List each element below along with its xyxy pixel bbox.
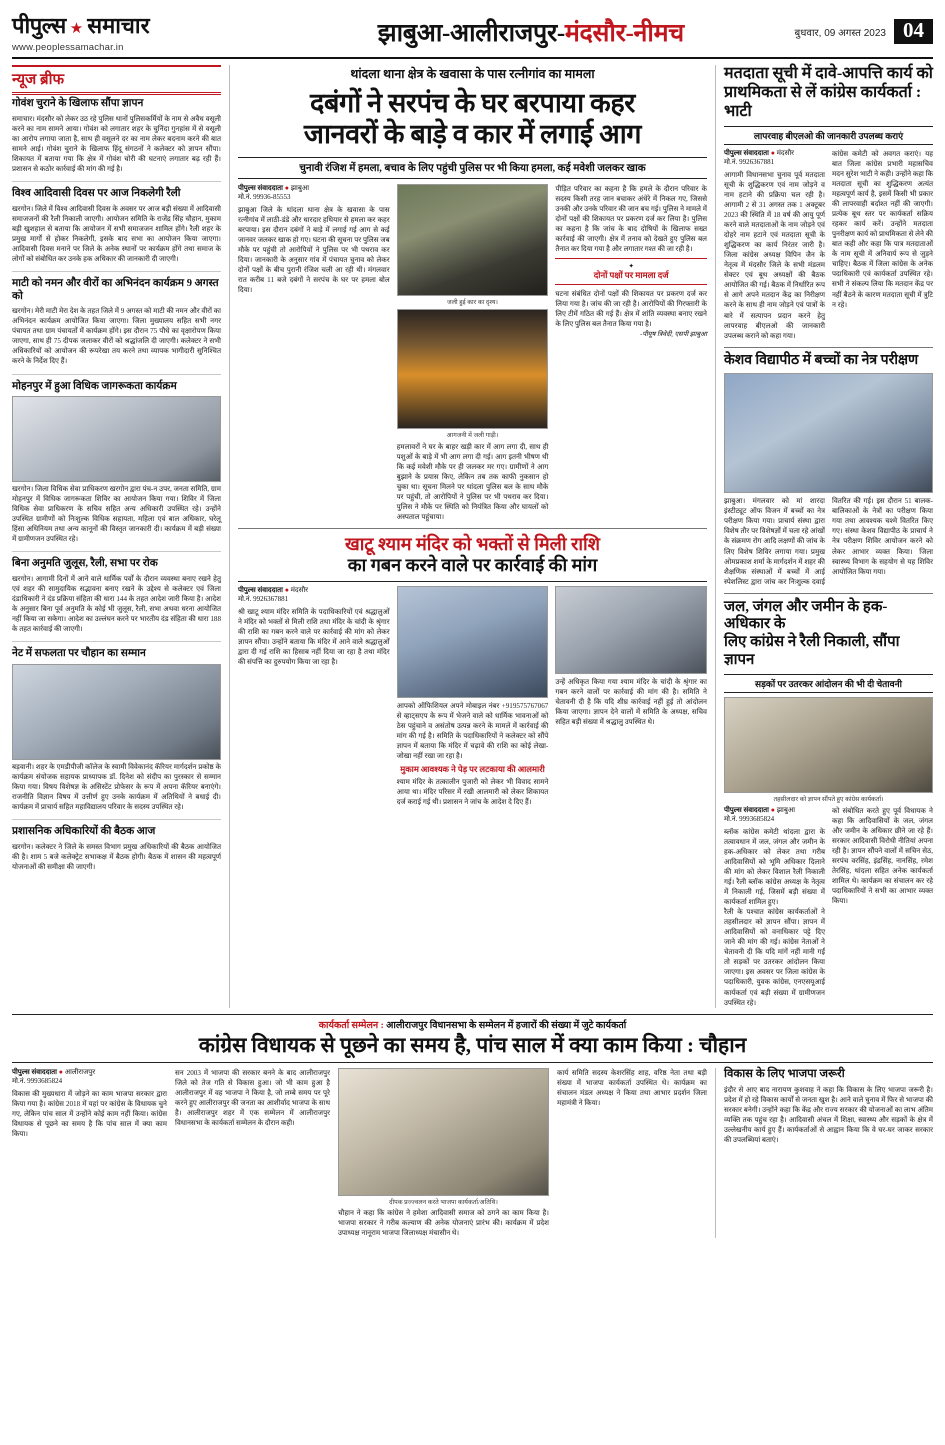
mid-body-1: श्री खाटू श्याम मंदिर समिति के पदाधिकारियों एवं श्रद्धालुओं ने मंदिर को भक्तों से मिली राशि तथा मंदिर के चांदी के श्रृंगार की राशि का गबन करने वाले पर कार्रवाई की मांग को लेकर ज्ञापन सौंपा। उन्होंने बताया कि मंदिर में आने वाले श्रद्धालुओं द्वारा दी गई राशि का हिसाब नहीं दिया जा रहा है तथा मंदिर की संपत्ति का दुरुपयोग किया जा रहा है। (238, 607, 390, 666)
mid-body-2: आपको ऑफिशियल अपने मोबाइल नंबर +919575767067 से व्हाट्सएप के रूप में भेजने वाले को धार्मिक भावनाओं को ठेस पहुंचाने व असंतोष उत्पन्न करने के मामले में कार्रवाई की मांग की गई है। समिति के पदाधिकारियों ने कलेक्टर को सौंपे ज्ञापन में बताया कि मंदिर में चढ़ावे की राशि का कोई लेखा-जोखा नहीं रखा जा रहा है। (396, 701, 549, 760)
divider (12, 374, 221, 375)
banner-side-headline[interactable]: विकास के लिए भाजपा जरूरी (724, 1067, 845, 1080)
main-col-2 (397, 184, 549, 523)
banner-kicker (12, 1014, 933, 1031)
byline-phone: मो.नं. 99936-85553 (238, 192, 291, 201)
brief-item (12, 558, 221, 634)
main-body-2: हमलावरों ने घर के बाहर खड़ी कार में आग लगा दी, साथ ही पशुओं के बाड़े में भी आग लगा दी गई। आग इतनी भीषण थी कि कई मवेशी मौके पर ही जलकर मर गए। ग्रामीणों ने आग बुझाने के प्रयास किए, लेकिन तब तक काफी नुकसान हो चुका था। सूचना मिलने पर थांदला पुलिस बल के साथ मौके पर पहुंची, तो आरोपियों ने पुलिस पर भी पथराव कर दिया। पुलिस ने मौके पर स्थिति को नियंत्रित किया और घायलों को अस्पताल पहुंचाया। (396, 442, 549, 522)
main-photo-2-caption: आगजनी में जली गाड़ी। (446, 431, 499, 439)
byline-phone: मो.नं. 9993685824 (12, 1076, 63, 1085)
rally-columns (724, 806, 933, 1008)
quote-text: घटना संबंधित दोनों पक्षों की शिकायत पर प्रकरण दर्ज कर लिया गया है। जांच की जा रही है। आरोपियों की गिरफ्तारी के लिए टीमें गठित की गई हैं। क्षेत्र में शांति व्यवस्था बनाए रखने के लिए पुलिस बल तैनात किया गया है। (555, 290, 707, 329)
mid-col-3 (555, 586, 707, 808)
mid-photo (397, 586, 549, 698)
divider (12, 641, 221, 642)
brief-headline[interactable]: नेट में सफलता पर चौहान का सम्मान (12, 648, 146, 660)
byline-place: झाबुआ (776, 805, 795, 814)
banner-kicker-prefix: कार्यकर्ता सम्मेलन : (318, 1020, 384, 1031)
banner-sidebar (715, 1068, 933, 1238)
byline (724, 149, 825, 158)
banner-col-2 (175, 1068, 330, 1238)
brief-body: खरगोन। आगामी दिनों में आने वाले धार्मिक पर्वों के दौरान व्यवस्था बनाए रखने हेतु एवं शहर की सामुदायिक सद्भावना बनाए रखने के उद्देश्य से कलेक्टर एवं जिला दंडाधिकारी ने दंड प्रक्रिया संहिता की धारा 144 के तहत आदेश जारी किया है। आदेश के अनुसार बिना पूर्व अनुमति के कोई भी जुलूस, रैली, सभा अथवा धरना आयोजित नहीं किया जा सकेगा। आदेश का उल्लंघन करने पर भारतीय दंड संहिता की धारा 188 के तहत कार्रवाई की जाएगी। (12, 575, 221, 634)
logo-name-hindi: समाचार (87, 13, 150, 38)
left-column (12, 65, 230, 1008)
mid-headline-line2[interactable]: का गबन करने वाले पर कार्रवाई की मांग (347, 555, 598, 576)
right-top-subhead: लापरवाह बीएलओ की जानकारी उपलब्ध कराएं (724, 126, 933, 145)
byline-phone: मो.नं. 9926367881 (238, 594, 289, 603)
byline-place: मंदसौर (776, 148, 795, 157)
mid-right-story (724, 593, 933, 1008)
publication-date: बुधवार, 09 अगस्त 2023 (794, 27, 886, 39)
article-photo (12, 664, 221, 760)
brief-item (12, 278, 221, 367)
main-photo-1 (397, 184, 549, 296)
rally-body-3: को संबोधित करते हुए पूर्व विधायक ने कहा कि आदिवासियों के जल, जंगल और जमीन के अधिकार छीने जा रहे हैं। सरकार आदिवासी विरोधी नीतियां अपना रही है। ज्ञापन सौंपने वालों में सचिन सेठ, सरपंच वरसिंह, इंद्रसिंह, नानसिंह, रमेश तेरसिंह, थांदला सहित अनेक कार्यकर्ता शामिल थे। कार्यक्रम का संचालन कर रहे पदाधिकारियों ने सभी का आभार व्यक्त किया। (832, 806, 933, 906)
edition-part-1: झाबुआ-आलीराजपुर- (377, 19, 565, 47)
brief-headline[interactable]: प्रशासनिक अधिकारियों की बैठक आज (12, 826, 156, 838)
rally-body-1: ब्लॉक कांग्रेस कमेटी थांदला द्वारा के तत्वावधान में जल, जंगल और जमीन के हक-अधिकार को लेकर तथा गरीब आदिवासियों को भूमि अधिकार दिलाने की मांग को लेकर विशाल रैली निकाली गई। रैली ब्लॉक कांग्रेस अध्यक्ष के नेतृत्व में निकाली गई, जिसमें बड़ी संख्या में कार्यकर्ता शामिल हुए। (724, 827, 825, 906)
article-photo (12, 396, 221, 482)
byline-place: झाबुआ (290, 183, 309, 192)
banner-body-4: कार्य समिति सदस्य केशरसिंह शाह, वरिष्ठ नेता तथा बड़ी संख्या में भाजपा कार्यकर्ता उपस्थित थे। कार्यक्रम का संचालन मंडल अध्यक्ष ने किया तथा आभार प्रदर्शन जिला महामंत्री ने किया। (557, 1068, 707, 1108)
brief-body: बड़वानी। शहर के एमडीपीजी कॉलेज के स्वामी विवेकानंद कॅरियर मार्गदर्शन प्रकोष्ठ के कार्यक्रम संयोजक सहायक प्राध्यापक डॉ. दिनेश को संदीप का पुरस्कार से सम्मान किया गया। विषय विशेषज्ञ के असिस्टेंट प्रोफेसर के रूप में अपना कॅरियर बनाएंगे। राजनीति विज्ञान विषय में उत्तीर्ण हुए उनके कार्यक्रम में अतिथियों ने बधाई दी। कार्यक्रम में प्राचार्य सहित महाविद्यालय परिवार के सदस्य उपस्थित रहे। (12, 763, 221, 812)
brief-body: खरगोन। जिला विधिक सेवा प्राधिकरण खरगोन द्वारा पंच-न उपर, जनता समिति, ग्राम मोहनपुर में विधिक जागरूकता शिविर का आयोजन किया गया। शिविर में जिला विधिक सेवा प्राधिकरण के सचिव सहित अन्य अधिकारी उपस्थित रहे। उन्होंने उपस्थित ग्रामीणों को निःशुल्क विधिक सहायता, महिला एवं बाल अधिकार, घरेलू हिंसा अधिनियम तथा अन्य कानूनों की विस्तृत जानकारी दी। कार्यक्रम में बड़ी संख्या में ग्रामीणजन उपस्थित रहे। (12, 485, 221, 544)
byline-label: पीपुल्स संवाददाता (724, 805, 769, 814)
right-top-body-2: कांग्रेस कमेटी को अवगत कराएं। यह बात जिला कांग्रेस प्रभारी महासचिव मदन सुरेश भाटी ने कही। उन्होंने कहा कि मतदाता सूची का शुद्धिकरण अत्यंत महत्वपूर्ण कार्य है, इसमें किसी भी प्रकार की लापरवाही बर्दाश्त नहीं की जाएगी। प्रत्येक बूथ स्तर पर कार्यकर्ता सक्रिय रहकर कार्य करें। उन्होंने मतदाता पुनरीक्षण कार्य को प्राथमिकता से लेने की बात कही और कहा कि पात्र मतदाताओं के नाम सूची में अनिवार्य रूप से जुड़ने चाहिए। बैठक में जिला कांग्रेस के अनेक पदाधिकारी एवं कार्यकर्ता उपस्थित रहे। सभी ने संकल्प लिया कि मतदान केंद्र पर नहीं बैठने के कारण मतदाता सूची में त्रुटि न रहे। (832, 149, 933, 309)
byline (724, 806, 825, 815)
brief-item (12, 98, 221, 174)
byline-label: पीपुल्स संवाददाता (12, 1067, 57, 1076)
bullet-icon: ● (770, 805, 775, 814)
byline-place: मंदसौर (290, 585, 309, 594)
eye-story-photo (724, 373, 933, 493)
main-subheadline: चुनावी रंजिश में हमला, बचाव के लिए पहुंची पुलिस पर भी किया हमला, कई मवेशी जलकर खाक (238, 157, 707, 179)
bottom-banner-story (12, 1014, 933, 1238)
rally-headline-line1[interactable]: जल, जंगल और जमीन के हक-अधिकार के (724, 598, 888, 633)
edition-part-2: मंदसौर-नीमच (564, 19, 684, 47)
eye-checkup-story (724, 347, 933, 587)
brief-headline[interactable]: मोहनपुर में हुआ विधिक जागरूकता कार्यक्रम (12, 380, 177, 392)
mid-photo-caption (397, 698, 549, 699)
page-grid (12, 65, 933, 1008)
brief-item (12, 648, 221, 812)
rally-col-1 (724, 806, 825, 1008)
quote-attribution: -पीयूष त्रिवेदी, एसपी झाबुआ (640, 331, 707, 339)
bullet-icon: ● (284, 585, 289, 594)
rally-photo (724, 697, 933, 793)
byline (238, 586, 390, 595)
main-photo-2 (397, 309, 549, 429)
byline-label: पीपुल्स संवाददाता (238, 585, 283, 594)
banner-body-3: चौहान ने कहा कि कांग्रेस ने हमेशा आदिवासी समाज को ठगने का काम किया है। भाजपा सरकार ने गरीब कल्याण की अनेक योजनाएं प्रारंभ की। कार्यक्रम में प्रदेश उपाध्यक्ष नानूराम भाजपा जिलाध्यक्ष मंचासीन थे। (338, 1208, 549, 1237)
brief-body: खरगोन। जिले में विश्व आदिवासी दिवस के अवसर पर आज बड़ी संख्या में आदिवासी समाजजनों की रैली निकाली जाएगी। आयोजन समिति के राजेंद्र सिंह चौहान, मुकाम बड़ी खुशहाल से बताया कि आयोजन में सभी समाजजन शामिल होंगे। रैली शहर के प्रमुख मार्गों से होकर निकलेगी, इसके बाद सभा का आयोजन किया जाएगा। आदिवासी दिवस मनाने पर जिले के अनेक स्थानों पर कार्यक्रम होंगे तथा समाज के लोगों को संबोधित कर उनके हक अधिकार की जानकारी दी जाएगी। (12, 204, 221, 263)
bullet-icon: ● (284, 183, 289, 192)
banner-body-1: विकास की मुख्यधारा में जोड़ने का काम भाजपा सरकार द्वारा किया गया है। कांग्रेस 2018 में यहां पर कांग्रेस के विधायक चुने गए, लेकिन पांच साल में उन्होंने कोई काम नहीं किया। कांग्रेस विधायक से पूछने का समय है कि पांच साल में क्या काम किया। (12, 1089, 167, 1139)
logo-name-english: पीपुल्स (12, 13, 66, 38)
mid-headline-line1[interactable]: खाटू श्याम मंदिर को भक्तों से मिली राशि (345, 534, 600, 555)
main-body-1: झाबुआ जिले के थांदला थाना क्षेत्र के खवासा के पास रत्नीगांव में लाठी-डंडे और धारदार हथियार से हमला कर कहर बरपाया। इस दौरान दबंगों ने बाड़े में लगाई गई आग से कई जानवर जलकर खाक हो गए। घटना की सूचना पर पुलिस जब मौके पर पहुंची तो आरोपियों ने पुलिस पर भी पथराव कर दिया। जानकारी के अनुसार गांव में पंचायत चुनाव को लेकर दोनों पक्षों के बीच पुरानी रंजिश चली आ रही थी। मंगलवार रात करीब 11 बजे दबंगों ने सरपंच के घर पर हमला बोल दिया। (238, 205, 390, 295)
banner-body-2: सन 2003 में भाजपा की सरकार बनने के बाद आलीराजपुर जिले को तेज गति से विकास हुआ। जो भी काम हुआ है आलीराजपुर में वह भाजपा ने किया है, जो लम्बे समय पर पूरे करने हुए आलीराजपुर की जनता का आशीर्वाद भाजपा के साथ है। आलीराजपुर शहर में एक सम्मेलन में आलीराजपुर विधानसभा के कार्यकर्ता सम्मेलन के दौरान कही। (175, 1068, 330, 1128)
brief-headline[interactable]: विश्व आदिवासी दिवस पर आज निकलेगी रैली (12, 187, 181, 199)
bullet-icon: ● (58, 1067, 63, 1076)
mid-body-4: श्याम मंदिर के तत्कालीन पुजारी को लेकर भी विवाद सामने आया था। मंदिर परिसर में रखी आलमारी को लेकर शिकायत दर्ज कराई गई थी। प्रशासन ने जांच के आदेश दे दिए हैं। (396, 777, 549, 807)
byline-phone: मो.नं. 9993685824 (724, 814, 775, 823)
main-body-3: पीड़ित परिवार का कहना है कि हमले के दौरान परिवार के सदस्य किसी तरह जान बचाकर अंधेरे में निकल गए, जिससे उनकी और उनके परिवार की जान बच गई। पुलिस ने मामले में दोनों पक्षों की शिकायत पर प्रकरण दर्ज कर लिया है। पुलिस का कहना है कि जांच के बाद दोषियों के खिलाफ सख्त कार्रवाई की जाएगी। क्षेत्र में तनाव को देखते हुए पुलिस बल तैनात कर दिया गया है और लगातार गश्त की जा रही है। (555, 184, 707, 253)
brief-body: समाचार। मंदसौर को लेकर उठ रहे पुलिस थानों पुलिसकर्मियों के नाम से अवैध वसूली करने का नाम सामने आया। गोवंश को लगातार शहर के चुनिंदा गुनहांस में से वसूली का आरोप लगाया जाता है, साथ ही वसूलने दर का नाम लेकर बदनाम करने की बात सामने आई। गोवंश चुराने के खिलाफ हिंदू संगठनों ने कलेक्टर को ज्ञापन सौंपा। शिकायत में बताया गया कि क्षेत्र में गोवंश चोरी की घटनाएं लगातार बढ़ रही हैं। प्रशासन से कठोर कार्रवाई की मांग की गई है। (12, 114, 221, 173)
byline-place: आलीराजपुर (64, 1067, 96, 1076)
byline (12, 1068, 167, 1077)
mid-col-1 (238, 586, 390, 808)
page-number: 04 (894, 19, 933, 44)
mid-col-2 (397, 586, 549, 808)
brief-body: खरगोन। कलेक्टर ने जिले के समस्त विभाग प्रमुख अधिकारियों की बैठक आयोजित की है। शाम 5 बजे कलेक्ट्रेट सभाकक्ष में बैठक होगी। बैठक में शासन की महत्वपूर्ण योजनाओं की समीक्षा की जाएगी। (12, 842, 221, 872)
brief-item (12, 188, 221, 264)
main-headline-line1[interactable]: दबंगों ने सरपंच के घर बरपाया कहर (310, 88, 635, 118)
news-brief-heading: न्यूज ब्रीफ (12, 65, 221, 93)
main-col-1 (238, 184, 390, 523)
eye-story-headline[interactable]: केशव विद्यापीठ में बच्चों का नेत्र परीक्षण (724, 352, 919, 368)
quote-box (555, 258, 707, 285)
divider (12, 551, 221, 552)
banner-photo-caption: दीपक प्रज्ज्वलन करते भाजपा कार्यकर्ता/अतिथि। (389, 1198, 498, 1206)
rally-subhead: सड़कों पर उतरकर आंदोलन की भी दी चेतावनी (724, 674, 933, 693)
right-top-body-1: आगामी विधानसभा चुनाव पूर्व मतदाता सूची के शुद्धिकरण एवं नाम जोड़ने व नाम हटाने की प्रक्रिया चल रही है। आगामी 2 से 31 अगस्त तक 1 अक्टूबर 2023 की स्थिति में 18 वर्ष की आयु पूर्ण करने वाले मतदाताओं के नाम जोड़ने एवं दोहरे नाम हटाने एवं मतदाता सूची के शुद्धिकरण का कार्य निरंतर जारी है। जिला कांग्रेस अध्यक्ष विपिन जैन के नेतृत्व में मंदसौर जिले के सभी मंडलम सेक्टर एवं बूथ अध्यक्षों की बैठक आयोजित की गई। बैठक में निर्धारित रूप से आगे अपने मतदान केंद्र का निरीक्षण करने के साथ ही नाम जोड़ने एवं पात्रों के बारे में सत्यापन प्रदान करने हेतु लापरवाह बीएलओ की जानकारी उपलब्ध कराने को कहा गया। (724, 170, 825, 340)
divider (12, 181, 221, 182)
byline (238, 184, 390, 193)
right-top-columns (724, 149, 933, 341)
byline-label: पीपुल्स संवाददाता (724, 148, 769, 157)
right-top-col-2 (832, 149, 933, 341)
mid-story-columns (238, 586, 707, 808)
brief-item (12, 381, 221, 545)
brief-body: खरगोन। मेरी माटी मेरा देश के तहत जिले में 9 अगस्त को माटी की नमन और वीरों का अभिनंदन कार्यक्रम आयोजित किया जाएगा। जिला मुख्यालय सहित सभी नगर पंचायत तथा ग्राम पंचायतों में कार्यक्रम होंगे। इस दौरान 75 पौधे का वृक्षारोपण किया जाएगा, साथ ही 75 दीपक जलाकर वीरों को श्रद्धांजलि दी जाएगी। कलेक्टर ने सभी अधिकारियों को आयोजन की रूपरेखा तय करने तथा व्यापक भागीदारी सुनिश्चित करने के निर्देश दिए हैं। (12, 307, 221, 366)
main-photo-1-caption: जली हुई कार का दृश्य। (447, 298, 498, 306)
rally-body-2: रैली के पश्चात कांग्रेस कार्यकर्ताओं ने तहसीलदार को ज्ञापन सौंपा। ज्ञापन में आदिवासियों को वनाधिकार पट्टे दिए जाने की मांग की गई। कांग्रेस नेताओं ने चेतावनी दी कि यदि मांगें नहीं मानी गईं तो सड़कों पर उतरकर आंदोलन किया जाएगा। इस अवसर पर जिला कांग्रेस के पदाधिकारी, युवक कांग्रेस, एनएसयूआई कार्यकर्ता एवं बड़ी संख्या में ग्रामीणजन उपस्थित रहे। (724, 908, 825, 1007)
brief-headline[interactable]: बिना अनुमति जुलूस, रैली, सभा पर रोक (12, 558, 158, 570)
right-top-headline[interactable]: मतदाता सूची में दावे-आपत्ति कार्य को प्राथमिकता से लें कांग्रेस कार्यकर्ता : भाटी (724, 65, 933, 120)
mid-body-3: उन्हें अधिकृत किया गया श्याम मंदिर के चांदी के श्रृंगार का गबन करने वालों पर कार्रवाई की मांग की है। समिति ने चेतावनी दी है कि यदि शीघ्र कार्रवाई नहीं हुई तो आंदोलन किया जाएगा। ज्ञापन देने वालों में समिति के अध्यक्ष, सचिव सहित बड़ी संख्या में श्रद्धालु उपस्थित थे। (555, 677, 707, 726)
banner-photo (338, 1068, 549, 1196)
quote-rule: ✦ (628, 263, 634, 271)
mid-inline-head: मुकाम आवश्यक ने पेड़ पर लटकाया की आलमारी (400, 764, 545, 774)
banner-columns (12, 1068, 933, 1238)
mid-photo-2 (555, 586, 707, 674)
banner-headline[interactable]: कांग्रेस विधायक से पूछने का समय है, पांच साल में क्या काम किया : चौहान (12, 1031, 933, 1063)
banner-col-4 (557, 1068, 707, 1238)
main-story-columns (238, 184, 707, 523)
story-kicker: थांदला थाना क्षेत्र के खवासा के पास रत्नीगांव का मामला (350, 67, 595, 81)
banner-col-photo (338, 1068, 549, 1238)
main-col-3 (555, 184, 707, 523)
brief-headline[interactable]: गोवंश चुराने के खिलाफ सौंपा ज्ञापन (12, 98, 144, 109)
divider (12, 271, 221, 272)
rally-col-2 (832, 806, 933, 1008)
star-icon: ★ (69, 20, 84, 37)
banner-side-body: इंदौर से आए बाद नारायण कुशवाह ने कहा कि विकास के लिए भाजपा जरूरी है। प्रदेश में हो रहे विकास कार्यों से जनता खुश है। आने वाले चुनाव में फिर से भाजपा की सरकार बनेगी। उन्होंने कहा कि केंद्र और राज्य सरकार की योजनाओं का लाभ अंतिम व्यक्ति तक पहुंच रहा है। आदिवासी अंचल में शिक्षा, स्वास्थ्य और सड़कों के क्षेत्र में उल्लेखनीय कार्य हुए हैं। कार्यकर्ताओं से आह्वान किया कि वे घर-घर जाकर सरकार की उपलब्धियां बताएं। (724, 1085, 933, 1144)
byline-label: पीपुल्स संवाददाता (238, 183, 283, 192)
website-url[interactable]: www.peoplessamachar.in (12, 42, 124, 53)
logo[interactable] (12, 10, 267, 53)
byline-phone: मो.नं. 9926367881 (724, 157, 775, 166)
brief-item (12, 826, 221, 872)
quote-title: दोनों पक्षों पर मामला दर्ज (593, 270, 669, 281)
main-headline-line2[interactable]: जानवरों के बाड़े व कार में लगाई आग (303, 119, 642, 150)
bullet-icon: ● (770, 148, 775, 157)
masthead (12, 10, 933, 59)
banner-kicker-rest: आलीराजपुर विधानसभा के सम्मेलन में हजारों की संख्या में जुटे कार्यकर्ता (386, 1020, 627, 1031)
rally-headline-line2[interactable]: लिए कांग्रेस ने रैली निकाली, सौंपा ज्ञापन (724, 634, 900, 668)
edition-title (267, 15, 795, 49)
eye-story-body: झाबुआ। मंगलवार को मां शारदा इंस्टीट्यूट ऑफ विजन में बच्चों का नेत्र परीक्षण किया गया। प्राचार्य संस्था द्वारा विशेष तौर पर विशेषज्ञों में चला रहे आंखों के संक्रमण रोग आदि लक्षणों की जांच के लिए विशेष शिविर लगाया गया। प्रमुख ओमप्रकाश शर्मा के मार्गदर्शन में शहर की शैक्षणिक संस्थाओं में बच्चों में आई स्पेशलिस्ट द्वारा जांच कर निःशुल्क दवाई वितरित की गई। इस दौरान 51 बालक-बालिकाओं के नेत्रों का परीक्षण किया गया तथा आवश्यक चश्मे वितरित किए गए। संस्था केशव विद्यापीठ के प्राचार्य ने नेत्र परीक्षण शिविर आयोजन करने को लेकर आभार व्यक्त किया। जिला स्वास्थ्य विभाग के सहयोग से यह शिविर आयोजित किया गया। (724, 497, 933, 586)
divider (12, 819, 221, 820)
rally-photo-caption: तहसीलदार को ज्ञापन सौंपते हुए कांग्रेस कार्यकर्ता। (773, 795, 884, 803)
banner-col-1 (12, 1068, 167, 1238)
center-column (238, 65, 707, 1008)
masthead-right (795, 19, 933, 44)
brief-headline[interactable]: माटी को नमन और वीरों का अभिनंदन कार्यक्रम 9 अगस्त को (12, 277, 219, 302)
right-column (715, 65, 933, 1008)
right-top-col-1 (724, 149, 825, 341)
mid-left-story (238, 528, 707, 807)
